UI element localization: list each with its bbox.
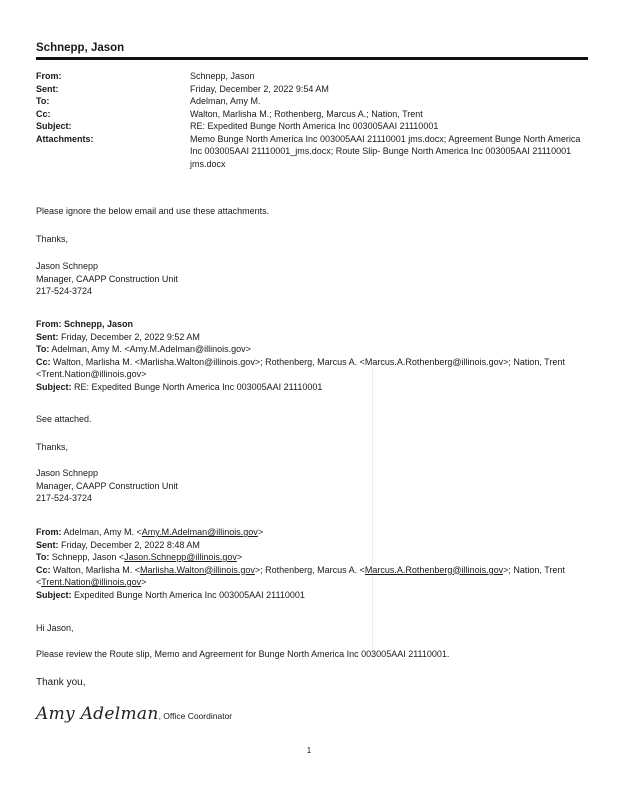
- msg2-sig-title: Manager, CAAPP Construction Unit: [36, 480, 178, 491]
- msg2-from-label: From:: [36, 319, 62, 329]
- msg3-cc-label: Cc:: [36, 564, 51, 575]
- msg3-cc-part3: >; Nation, Trent <: [36, 564, 565, 587]
- msg2-to-value: Adelman, Amy M. <Amy.M.Adelman@illinois.gov>: [51, 344, 251, 354]
- msg2-cc-label: Cc:: [36, 356, 51, 367]
- msg2-subject-label: Subject:: [36, 381, 72, 392]
- msg3-to-email-link[interactable]: Jason.Schnepp@illinois.gov: [124, 552, 237, 562]
- msg3-cc-part1: Walton, Marlisha M. <: [53, 564, 140, 575]
- msg2-subject-value: RE: Expedited Bunge North America Inc 003005AAI 21110001: [74, 381, 323, 392]
- msg1-closing: Thanks,: [36, 234, 69, 244]
- cc-value: Walton, Marlisha M.; Rothenberg, Marcus A.; Nation, Trent: [190, 108, 423, 119]
- sender-name: Schnepp, Jason: [36, 42, 125, 54]
- msg1-sig-name: Jason Schnepp: [36, 261, 99, 271]
- header-sent-row: [36, 83, 596, 96]
- msg3-to-label: To:: [36, 552, 50, 562]
- msg3-from-end: >: [257, 527, 264, 537]
- sent-label: Sent:: [36, 83, 59, 94]
- msg3-greeting: Hi Jason,: [36, 623, 74, 633]
- attachments-value: Memo Bunge North America Inc 003005AAI 21110001 jms.docx; Agreement Bunge North America Inc 003005AAI 21110001_jms.docx; Route Slip- Bunge North America Inc 003005AAI 21110001 jms.docx: [190, 133, 581, 169]
- msg3-sent-label: Sent:: [36, 539, 59, 550]
- signature-script-name: Amy Adelman: [36, 704, 159, 724]
- msg3-cc-email2-link[interactable]: Marcus.A.Rothenberg@illinois.gov: [364, 564, 504, 575]
- msg3-to-name: Schnepp, Jason <: [51, 552, 125, 562]
- msg2-sent-label: Sent:: [36, 331, 59, 342]
- msg3-subject-value: Expedited Bunge North America Inc 003005AAI 21110001: [74, 589, 305, 600]
- msg2-signature: [36, 467, 596, 505]
- msg2-sig-name: Jason Schnepp: [36, 468, 99, 478]
- msg3-signature: [36, 704, 232, 724]
- msg2-to-label: To:: [36, 344, 50, 354]
- msg3-sent-value: Friday, December 2, 2022 8:48 AM: [61, 539, 200, 550]
- msg2-cc-value: Walton, Marlisha M. <Marlisha.Walton@illinois.gov>; Rothenberg, Marcus A. <Marcus.A.Rothenberg@illinois.gov>; Nation, Trent <Trent.Nation@illinois.gov>: [36, 356, 565, 379]
- msg3-subject-label: Subject:: [36, 589, 72, 600]
- to-label: To:: [36, 96, 50, 106]
- msg3-header: [36, 526, 596, 601]
- msg3-body: Please review the Route slip, Memo and Agreement for Bunge North America Inc 003005AAI 21110001.: [36, 649, 450, 659]
- msg3-from-name: Adelman, Amy M. <: [63, 527, 142, 537]
- msg1-sig-title: Manager, CAAPP Construction Unit: [36, 273, 178, 284]
- page-number: 1: [306, 746, 312, 755]
- msg3-cc-end: >: [141, 577, 147, 587]
- scan-artifact-line: [372, 368, 373, 658]
- msg3-cc-part2: >; Rothenberg, Marcus A. <: [254, 564, 365, 575]
- msg2-from-value: Schnepp, Jason: [64, 319, 134, 329]
- from-label: From:: [36, 71, 62, 81]
- msg3-from-label: From:: [36, 527, 62, 537]
- header-from-row: [36, 70, 596, 83]
- msg2-sent-value: Friday, December 2, 2022 9:52 AM: [61, 331, 200, 342]
- msg1-signature: [36, 260, 596, 298]
- msg3-from-email-link[interactable]: Amy.M.Adelman@illinois.gov: [141, 527, 258, 537]
- msg2-header: [36, 318, 596, 393]
- msg3-cc-email1-link[interactable]: Marlisha.Walton@illinois.gov: [139, 564, 255, 575]
- header-divider: [36, 57, 588, 60]
- msg3-cc-email3-link[interactable]: Trent.Nation@illinois.gov: [41, 577, 142, 587]
- header-subject-row: [36, 120, 596, 133]
- msg2-closing: Thanks,: [36, 442, 69, 452]
- subject-label: Subject:: [36, 121, 72, 131]
- signature-title: , Office Coordinator: [158, 711, 233, 721]
- sent-value: Friday, December 2, 2022 9:54 AM: [190, 83, 329, 94]
- msg2-body: See attached.: [36, 414, 92, 424]
- cc-label: Cc:: [36, 108, 51, 119]
- email-header: [36, 70, 596, 170]
- attachments-label: Attachments:: [36, 133, 94, 144]
- header-to-row: [36, 95, 596, 108]
- from-value: Schnepp, Jason: [190, 71, 255, 81]
- to-value: Adelman, Amy M.: [190, 96, 261, 106]
- msg3-closing: Thank you,: [36, 677, 86, 688]
- msg3-to-end: >: [236, 552, 243, 562]
- msg1-sig-phone: 217-524-3724: [36, 286, 93, 296]
- msg1-body: Please ignore the below email and use these attachments.: [36, 206, 270, 216]
- msg2-sig-phone: 217-524-3724: [36, 493, 93, 503]
- header-attachments-row: [36, 133, 596, 171]
- header-cc-row: [36, 108, 596, 121]
- subject-value: RE: Expedited Bunge North America Inc 003005AAI 21110001: [190, 121, 439, 131]
